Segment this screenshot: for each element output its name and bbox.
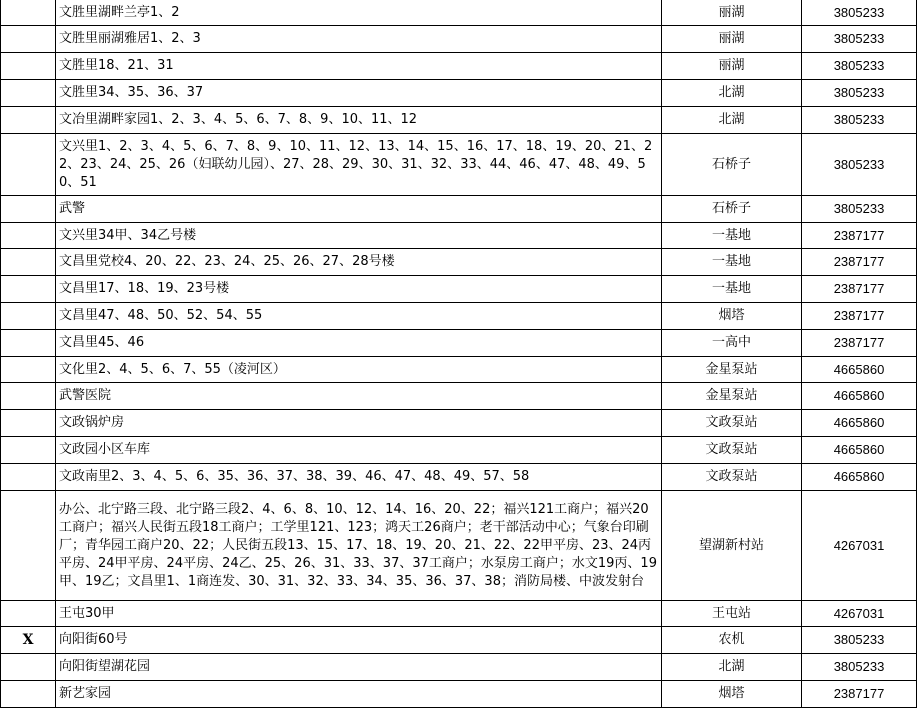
phone-cell: 4665860 [802,383,917,410]
address-cell: 文兴里1、2、3、4、5、6、7、8、9、10、11、12、13、14、15、16、17、18、19、20、21、22、23、24、25、26（妇联幼儿园）、27、28、29、30、31、32、33、44、46、47、48、49、50、51 [56,134,662,196]
phone-cell: 3805233 [802,654,917,681]
area-cell: 一高中 [662,330,802,357]
phone-cell: 3805233 [802,134,917,196]
index-letter-cell [1,383,56,410]
phone-cell: 3805233 [802,627,917,654]
area-cell: 石桥子 [662,196,802,223]
table-row [1,80,917,107]
phone-cell: 2387177 [802,276,917,303]
index-letter-cell [1,654,56,681]
table-body [1,0,917,708]
area-cell: 一基地 [662,249,802,276]
index-letter-cell [1,0,56,26]
area-cell: 丽湖 [662,53,802,80]
address-cell: 文胜里湖畔兰亭1、2 [56,0,662,26]
phone-cell: 2387177 [802,249,917,276]
phone-cell: 3805233 [802,53,917,80]
index-letter-cell [1,437,56,464]
area-cell: 文政泵站 [662,464,802,491]
area-cell: 北湖 [662,80,802,107]
index-letter-cell [1,53,56,80]
index-letter-cell [1,26,56,53]
phone-cell: 4665860 [802,410,917,437]
area-cell: 文政泵站 [662,410,802,437]
address-cell: 文胜里18、21、31 [56,53,662,80]
index-letter-cell [1,464,56,491]
address-cell: 文昌里17、18、19、23号楼 [56,276,662,303]
phone-cell: 4267031 [802,601,917,627]
address-cell: 向阳街60号 [56,627,662,654]
index-letter-cell [1,303,56,330]
area-cell: 一基地 [662,276,802,303]
table-row [1,276,917,303]
area-cell: 烟塔 [662,303,802,330]
address-cell: 王屯30甲 [56,601,662,627]
phone-cell: 2387177 [802,303,917,330]
table-row [1,107,917,134]
index-letter-cell [1,357,56,383]
phone-cell: 3805233 [802,196,917,223]
table-row [1,383,917,410]
index-letter-cell [1,601,56,627]
index-letter-cell [1,410,56,437]
table-row [1,681,917,708]
index-letter-cell: X [1,627,56,654]
table-row [1,410,917,437]
address-cell: 文胜里34、35、36、37 [56,80,662,107]
address-cell: 文昌里党校4、20、22、23、24、25、26、27、28号楼 [56,249,662,276]
address-cell: 文政锅炉房 [56,410,662,437]
phone-cell: 2387177 [802,330,917,357]
area-cell: 农机 [662,627,802,654]
table-row [1,627,917,654]
address-cell: 文政园小区车库 [56,437,662,464]
area-cell: 金星泵站 [662,383,802,410]
area-cell: 丽湖 [662,26,802,53]
address-cell: 办公、北宁路三段、北宁路三段2、4、6、8、10、12、14、16、20、22；福兴121工商户；福兴20工商户；福兴人民街五段18工商户；工学里121、123；鸿天工26商户；老干部活动中心；气象台印刷厂；青华园工商户20、22；人民街五段13、15、17、18、19、20、21、22、22甲平房、23、24丙平房、24甲平房、24平房、24乙、25、26、31、33、37、37工商户；水泵房工商户；水文19丙、19甲、19乙；文昌里1、1商连发、30、31、32、33、34、35、36、37、38；消防局楼、中波发射台 [56,491,662,601]
index-letter-cell [1,223,56,249]
address-cell: 向阳街望湖花园 [56,654,662,681]
address-cell: 文胜里丽湖雅居1、2、3 [56,26,662,53]
phone-cell: 4665860 [802,357,917,383]
table-row [1,330,917,357]
table-row [1,491,917,601]
table-row [1,0,917,26]
address-cell: 武警医院 [56,383,662,410]
address-cell: 文昌里47、48、50、52、54、55 [56,303,662,330]
index-letter-cell [1,681,56,708]
phone-cell: 3805233 [802,26,917,53]
index-letter-cell [1,249,56,276]
table-row [1,303,917,330]
table-row [1,601,917,627]
table-row [1,357,917,383]
phone-cell: 4665860 [802,464,917,491]
table-row [1,249,917,276]
area-cell: 金星泵站 [662,357,802,383]
address-cell: 文冶里湖畔家园1、2、3、4、5、6、7、8、9、10、11、12 [56,107,662,134]
area-cell: 烟塔 [662,681,802,708]
index-letter-cell [1,107,56,134]
phone-cell: 2387177 [802,223,917,249]
area-cell: 文政泵站 [662,437,802,464]
area-cell: 石桥子 [662,134,802,196]
index-letter-cell [1,491,56,601]
table-row [1,53,917,80]
area-cell: 北湖 [662,107,802,134]
address-cell: 文化里2、4、5、6、7、55（凌河区） [56,357,662,383]
phone-cell: 4665860 [802,437,917,464]
area-cell: 丽湖 [662,0,802,26]
address-cell: 文政南里2、3、4、5、6、35、36、37、38、39、46、47、48、49、57、58 [56,464,662,491]
phone-cell: 4267031 [802,491,917,601]
area-cell: 王屯站 [662,601,802,627]
index-letter-cell [1,134,56,196]
area-cell: 望湖新村站 [662,491,802,601]
table-row [1,654,917,681]
table-row [1,464,917,491]
table-row [1,134,917,196]
address-cell: 新艺家园 [56,681,662,708]
table-row [1,196,917,223]
address-cell: 武警 [56,196,662,223]
phone-cell: 3805233 [802,0,917,26]
index-letter-cell [1,276,56,303]
address-cell: 文昌里45、46 [56,330,662,357]
address-cell: 文兴里34甲、34乙号楼 [56,223,662,249]
phone-cell: 2387177 [802,681,917,708]
phone-cell: 3805233 [802,107,917,134]
area-cell: 一基地 [662,223,802,249]
table-row [1,437,917,464]
area-cell: 北湖 [662,654,802,681]
index-letter-cell [1,80,56,107]
index-letter-cell [1,196,56,223]
phone-cell: 3805233 [802,80,917,107]
table-row [1,26,917,53]
table-row [1,223,917,249]
index-letter-cell [1,330,56,357]
